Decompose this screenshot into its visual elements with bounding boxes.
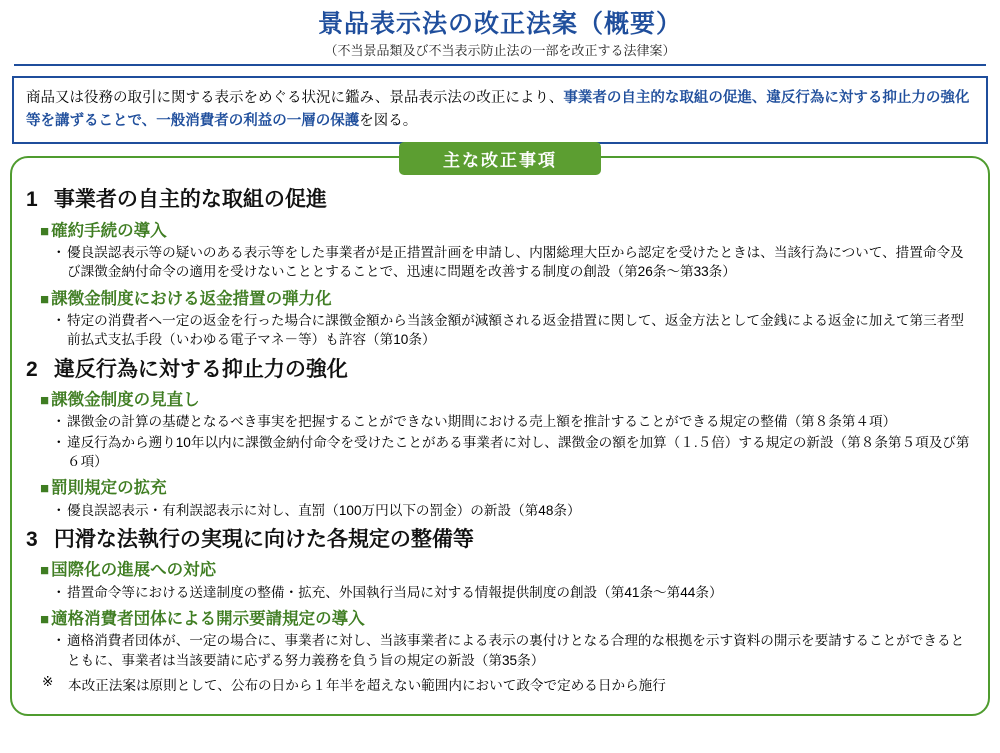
- subsection-title-3-1: 国際化の進展への対応: [51, 561, 217, 580]
- section-title-1: 事業者の自主的な取組の促進: [53, 188, 327, 212]
- subsection-heading-1-2: [40, 289, 974, 310]
- footnote: [42, 674, 974, 694]
- dot-bullet-icon: ・: [52, 633, 66, 649]
- section-title-3: 円滑な法執行の実現に向けた各規定の整備等: [53, 528, 474, 551]
- summary-text-part1: 商品又は役務の取引に関する表示をめぐる状況に鑑み、景品表示法の改正により、: [26, 90, 564, 107]
- summary-box: [12, 76, 988, 144]
- dot-bullet-icon: ・: [52, 502, 66, 518]
- subsection-heading-2-1: [40, 390, 974, 411]
- section-heading-2: [26, 356, 974, 383]
- bullet-text: 特定の消費者へ一定の返金を行った場合に課徴金額から当該金額が減額される返金措置に関して、返金方法として金銭による返金に加えて第三者型前払式支払手段（いわゆる電子マネ－等）も許容（第10条）: [67, 313, 964, 348]
- subsection-title-3-2: 適格消費者団体による開示要請規定の導入: [51, 610, 365, 629]
- square-bullet-icon: ■: [40, 290, 50, 308]
- subsection-title-2-1: 課徴金制度の見直し: [51, 390, 200, 409]
- bullet-text: 措置命令等における送達制度の整備・拡充、外国執行当局に対する情報提供制度の創設（第41条〜第44条）: [67, 584, 723, 600]
- section-heading-3: [26, 526, 974, 553]
- document-header: [0, 0, 1000, 58]
- section-banner: 主な改正事項: [399, 142, 601, 175]
- summary-text-part2: を図る。: [359, 112, 418, 129]
- bullet-text: 課徴金の計算の基礎となるべき事実を把握することができない期間における売上額を推計することができる規定の整備（第８条第４項）: [67, 414, 897, 430]
- bullet-text: 優良誤認表示等の疑いのある表示等をした事業者が是正措置計画を申請し、内閣総理大臣から認定を受けたときは、当該行為について、措置命令及び課徴金納付命令の適用を受けないこととすることで、迅速に問題を改善する制度の創設（第26条〜第33条）: [67, 245, 964, 280]
- dot-bullet-icon: ・: [52, 414, 66, 430]
- section-title-2: 違反行為に対する抑止力の強化: [53, 357, 348, 381]
- bullet-item: [52, 433, 974, 472]
- subsection-heading-1-1: [40, 221, 974, 242]
- subsection-title-2-2: 罰則規定の拡充: [51, 479, 167, 498]
- bullet-text: 違反行為から遡り10年以内に課徴金納付命令を受けたことがある事業者に対し、課徴金の額を加算（１.５倍）する規定の新設（第８条第５項及び第６項）: [67, 434, 970, 469]
- subsection-heading-2-2: [40, 478, 974, 499]
- page-subtitle: （不当景品類及び不当表示防止法の一部を改正する法律案）: [324, 42, 676, 58]
- bullet-item: [52, 583, 974, 602]
- section-number-3: 3: [26, 528, 38, 551]
- bullet-item: [52, 412, 974, 431]
- page-title: 景品表示法の改正法案（概要）: [317, 10, 682, 38]
- footnote-text: 本改正法案は原則として、公布の日から１年半を超えない範囲内において政令で定める日から施行: [68, 678, 666, 694]
- bullet-item: [52, 501, 974, 520]
- section-heading-1: [26, 186, 974, 213]
- summary-highlight-1: 事業者の自主的な取組の促進、違反行為に対する抑止力の強化等を講ずることで、: [26, 90, 970, 129]
- header-divider: [14, 64, 986, 66]
- square-bullet-icon: ■: [40, 480, 50, 498]
- bullet-item: [52, 311, 974, 350]
- summary-highlight-2: 一般消費者の利益の一層の保護: [156, 112, 360, 129]
- subsection-heading-3-2: [40, 609, 974, 630]
- section-number-1: 1: [26, 188, 38, 212]
- footnote-mark: ※: [42, 674, 54, 690]
- square-bullet-icon: ■: [40, 222, 50, 240]
- subsection-title-1-2: 課徴金制度における返金措置の弾力化: [51, 289, 332, 308]
- dot-bullet-icon: ・: [52, 584, 66, 600]
- subsection-heading-3-1: [40, 560, 974, 581]
- section-number-2: 2: [26, 357, 38, 381]
- dot-bullet-icon: ・: [52, 434, 66, 450]
- bullet-item: [52, 631, 974, 670]
- subsection-title-1-1: 確約手続の導入: [51, 221, 167, 240]
- dot-bullet-icon: ・: [52, 313, 66, 329]
- dot-bullet-icon: ・: [52, 245, 66, 261]
- bullet-text: 優良誤認表示・有利誤認表示に対し、直罰（100万円以下の罰金）の新設（第48条）: [67, 502, 581, 518]
- square-bullet-icon: ■: [40, 391, 50, 409]
- main-content-box: [10, 151, 990, 716]
- square-bullet-icon: ■: [40, 611, 50, 629]
- bullet-text: 適格消費者団体が、一定の場合に、事業者に対し、当該事業者による表示の裏付けとなる合理的な根拠を示す資料の開示を要請することができるとともに、事業者は当該要請に応ずる努力義務を負う旨の規定の新設（第35条）: [67, 633, 965, 668]
- square-bullet-icon: ■: [40, 562, 50, 580]
- bullet-item: [52, 243, 974, 282]
